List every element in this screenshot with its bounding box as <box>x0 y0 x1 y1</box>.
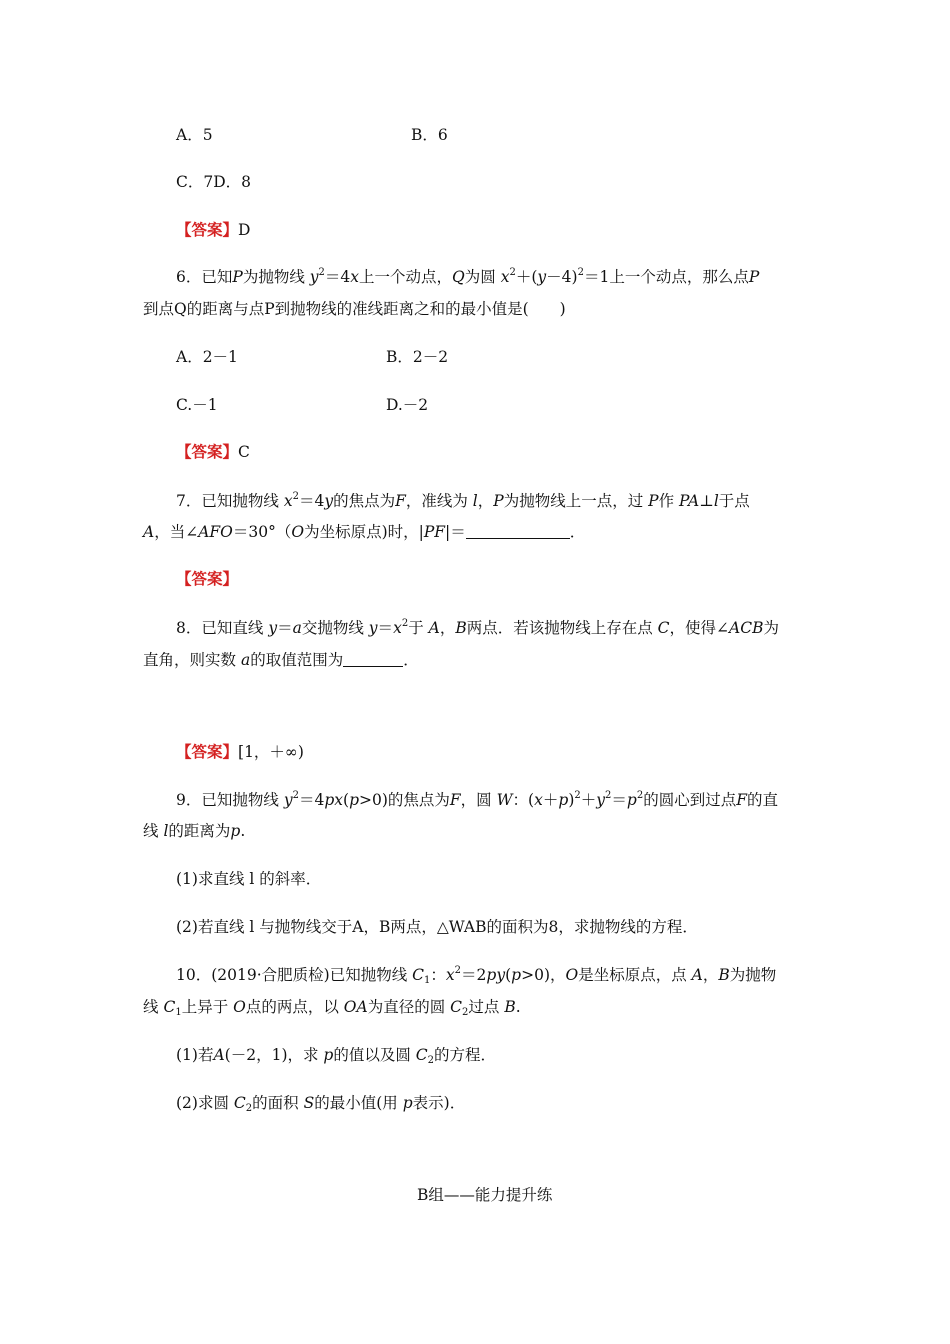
q5-answer <box>176 219 250 241</box>
q7-answer <box>176 568 238 590</box>
answer-tag: 【答案】 <box>176 742 239 761</box>
q10-part2: (2)求圆 $C_2$的面积 S的最小值(用 p表示)． <box>176 1094 466 1114</box>
q6-option-d: D.－2 <box>386 396 429 414</box>
q10-stem-line1: 10．(2019·合肥质检)已知抛物线 $C_1$：$x^2=2py(p>0)$，O是坐标原点，点 A，B为抛物 <box>176 965 777 986</box>
section-title: B组——能力提升练 <box>417 1186 553 1204</box>
q7-stem-line2: A，当∠AFO＝30°（O为坐标原点)时，|PF|＝ ． <box>143 523 586 541</box>
q8-answer <box>176 741 304 763</box>
q8-stem-line2: 直角，则实数 a的取值范围为 ． <box>143 651 419 669</box>
q5-option-a: A．5 <box>176 126 213 144</box>
question-number: 9． <box>176 791 202 809</box>
fill-in-blank[interactable] <box>343 652 403 667</box>
q9-part2: (2)若直线 l 与抛物线交于A，B两点，△WAB的面积为8，求抛物线的方程． <box>176 918 698 936</box>
q9-stem-line1: 9．已知抛物线 $y^2=4px(p>0)$的焦点为F，圆 W：$(x+p)^2+y^2=p^2$的圆心到过点F的直 <box>176 790 779 809</box>
q6-answer <box>176 441 250 463</box>
q6-stem-line2: 到点Q的距离与点P到抛物线的准线距离之和的最小值是( ) <box>143 300 566 318</box>
q7-stem-line1: 7．已知抛物线 $x^2=4y$的焦点为F，准线为 l，P为抛物线上一点，过 P作 PA⊥l于点 <box>176 491 750 510</box>
q8-stem-line1: 8．已知直线 y＝a交抛物线 $y=x^2$于 A，B两点．若该抛物线上存在点 C，使得∠ACB为 <box>176 618 780 637</box>
answer-tag: 【答案】 <box>176 442 239 461</box>
part-label: (1)若 <box>176 1046 214 1064</box>
q9-stem-line2: 线 l的距离为p. <box>143 822 246 840</box>
answer-value: [1，＋∞) <box>238 743 304 761</box>
answer-tag: 【答案】 <box>176 220 239 239</box>
question-number: 7． <box>176 492 202 510</box>
question-number: 6． <box>176 268 202 286</box>
fill-in-blank[interactable] <box>466 524 570 539</box>
q6-option-c: C.－1 <box>176 396 218 414</box>
q10-part1: (1)若A(－2，1)，求 p的值以及圆 $C_2$的方程． <box>176 1046 497 1066</box>
q6-option-a: A．2－1 <box>176 348 238 366</box>
answer-tag: 【答案】 <box>176 569 239 588</box>
q6-stem-line1: 6．已知P为抛物线 $y^2=4x$上一个动点，Q为圆 $x^2+(y-4)^2=1$上一个动点，那么点P <box>176 267 760 286</box>
question-number: 8． <box>176 619 202 637</box>
part-label: (2)求圆 <box>176 1094 229 1112</box>
q6-option-b: B．2－2 <box>386 348 449 366</box>
q10-stem-line2: 线 $C_1$上异于 O点的两点，以 OA为直径的圆 $C_2$过点 B. <box>143 998 521 1018</box>
q5-option-b: B．6 <box>411 126 448 144</box>
answer-value: C <box>238 443 250 461</box>
q5-option-cd: C．7D．8 <box>176 173 252 191</box>
q9-part1: (1)求直线 l 的斜率． <box>176 870 322 888</box>
answer-value: D <box>238 221 251 239</box>
question-number: 10． <box>176 966 212 984</box>
